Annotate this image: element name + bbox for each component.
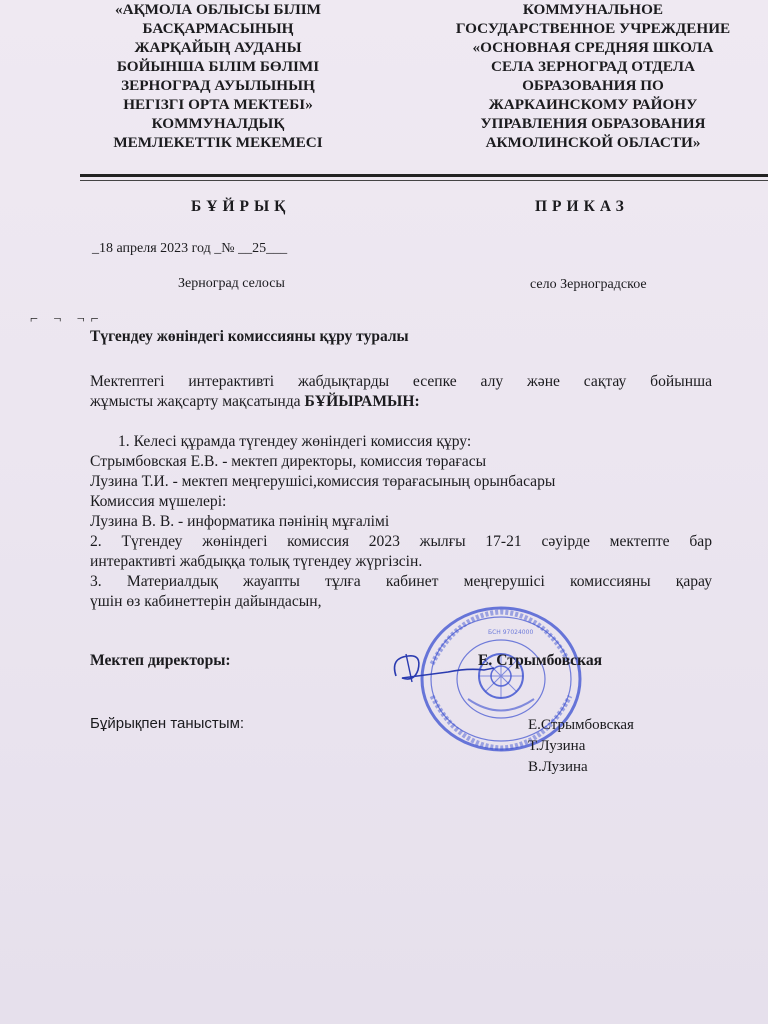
director-label: Мектеп директоры: <box>90 652 231 669</box>
header-ru-line: «ОСНОВНАЯ СРЕДНЯЯ ШКОЛА <box>472 39 714 56</box>
header-kz-organization <box>94 0 342 152</box>
header-ru-line: ЖАРКАИНСКОМУ РАЙОНУ <box>488 96 698 113</box>
member-chair: Стрымбовская Е.В. - мектеп директоры, комиссия төрағасы <box>90 453 487 470</box>
members-label: Комиссия мүшелері: <box>90 493 227 510</box>
director-name: Е. Стрымбовская <box>478 652 603 669</box>
signer-name: Е.Стрымбовская <box>528 717 634 733</box>
document-title-ru: ПРИКАЗ <box>535 198 629 215</box>
member-teacher: Лузина В. В. - информатика пәнінің мұғалімі <box>90 513 390 530</box>
item-1: 1. Келесі құрамда түгендеу жөніндегі комиссия құру: <box>118 433 472 450</box>
header-divider-thick <box>80 174 768 177</box>
header-kz-line: БОЙЫНША БІЛІМ БӨЛІМІ <box>116 58 320 75</box>
item-2-line-1: 2. Түгендеу жөніндегі комиссия 2023 жылғы 17-21 сәуірде мектепте бар <box>90 533 712 550</box>
corner-marks: ⌐ ¬ ¬⌐ <box>30 312 105 327</box>
header-ru-line: ОБРАЗОВАНИЯ ПО <box>522 77 664 94</box>
intro-line-1: Мектептегі интерактивті жабдықтарды есепке алу және сақтау бойынша <box>90 373 712 390</box>
document-title-kz: БҰЙРЫҚ <box>191 198 291 215</box>
header-ru-line: УПРАВЛЕНИЯ ОБРАЗОВАНИЯ <box>480 115 706 132</box>
header-kz-line: «АҚМОЛА ОБЛЫСЫ БІЛІМ <box>115 1 321 18</box>
signers-list <box>528 715 634 778</box>
header-kz-line: НЕГІЗГІ ОРТА МЕКТЕБІ» <box>123 96 313 113</box>
order-keyword: БҰЙЫРАМЫН: <box>304 393 420 410</box>
date-number-line: _18 апреля 2023 год _№ __25___ <box>92 241 288 256</box>
member-deputy: Лузина Т.И. - мектеп меңгерушісі,комиссия төрағасының орынбасары <box>90 473 556 490</box>
place-kz: Зерноград селосы <box>178 276 285 291</box>
header-ru-line: КОММУНАЛЬНОЕ <box>522 1 664 18</box>
place-ru: село Зерноградское <box>530 277 647 292</box>
acknowledged-label: Бұйрықпен таныстым: <box>90 715 245 732</box>
header-kz-line: БАСҚАРМАСЫНЫҢ <box>142 20 294 37</box>
header-ru-line: ГОСУДАРСТВЕННОЕ УЧРЕЖДЕНИЕ <box>455 20 731 37</box>
intro-line-2 <box>90 392 712 412</box>
item-3-line-1: 3. Материалдық жауапты тұлға кабинет меңгерушісі комиссияны қарау <box>90 573 712 590</box>
intro-text: жұмысты жақсарту мақсатында <box>90 393 305 410</box>
header-ru-line: АКМОЛИНСКОЙ ОБЛАСТИ» <box>485 134 701 151</box>
header-divider-thin <box>80 180 768 181</box>
header-ru-line: СЕЛА ЗЕРНОГРАД ОТДЕЛА <box>491 58 695 75</box>
item-2-line-2: интерактивті жабдыққа толық түгендеу жүргізсін. <box>90 553 423 570</box>
seal-bin: БСН 97024000 <box>488 629 534 636</box>
header-ru-organization <box>428 0 758 152</box>
header-kz-line: ЗЕРНОГРАД АУЫЛЫНЫҢ <box>121 77 315 94</box>
signer-name: В.Лузина <box>528 759 588 775</box>
header-kz-line: КОММУНАЛДЫҚ <box>151 115 285 132</box>
order-subject: Түгендеу жөніндегі комиссияны құру туралы <box>90 328 409 345</box>
item-3-line-2: үшін өз кабинеттерін дайындасын, <box>90 593 322 610</box>
header-kz-line: МЕМЛЕКЕТТІК МЕКЕМЕСІ <box>113 134 323 151</box>
order-body <box>90 372 712 612</box>
signer-name: Т.Лузина <box>528 738 586 754</box>
header-kz-line: ЖАРҚАЙЫҢ АУДАНЫ <box>134 39 302 56</box>
